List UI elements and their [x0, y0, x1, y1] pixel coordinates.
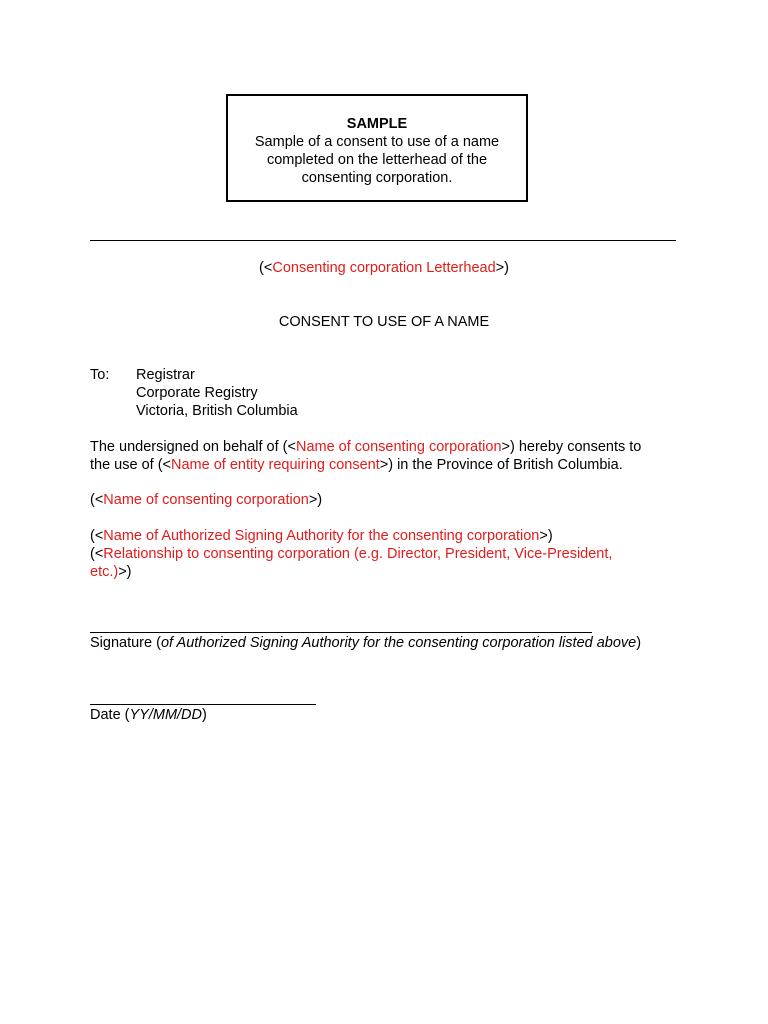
corporation-name-placeholder: Name of consenting corporation	[103, 492, 309, 508]
relationship-placeholder-cont: etc.)	[90, 564, 119, 580]
consent-statement-line-2	[90, 456, 623, 474]
bracket-open: (<	[90, 528, 104, 544]
date-line	[90, 704, 316, 705]
document-heading: CONSENT TO USE OF A NAME	[278, 314, 490, 330]
relationship-line-2	[90, 563, 132, 581]
bracket-open: (<	[90, 492, 104, 508]
bracket-close: >)	[539, 528, 553, 544]
bracket-open: (<	[90, 546, 104, 562]
sample-description-line-3: consenting corporation.	[301, 170, 453, 186]
signature-label: Signature (	[90, 635, 161, 651]
body-text: >) in the Province of British Columbia.	[379, 457, 623, 473]
body-text: >) hereby consents to	[501, 439, 642, 455]
date-caption	[90, 706, 207, 724]
bracket-close: )	[202, 707, 207, 723]
bracket-close: >)	[118, 564, 132, 580]
date-label: Date (	[90, 707, 130, 723]
signature-caption	[90, 634, 641, 652]
letterhead-divider	[90, 240, 676, 241]
bracket-close: >)	[308, 492, 323, 508]
signature-line	[90, 632, 592, 633]
signing-authority-placeholder: Name of Authorized Signing Authority for the consenting corporation	[103, 528, 540, 544]
entity-requiring-consent-placeholder: Name of entity requiring consent	[171, 457, 380, 473]
consenting-corporation-placeholder: Name of consenting corporation	[295, 439, 502, 455]
date-format: YY/MM/DD	[129, 707, 202, 723]
relationship-placeholder: Relationship to consenting corporation (e.g. Director, President, Vice-President,	[103, 546, 613, 562]
letterhead-placeholder	[0, 259, 768, 277]
sample-description-line-2: completed on the letterhead of the	[266, 152, 488, 168]
consent-statement-line-1	[90, 438, 641, 456]
corporation-name-line	[90, 491, 322, 509]
bracket-close: )	[636, 635, 642, 651]
sample-title: SAMPLE	[346, 116, 408, 132]
recipient-line-3: Victoria, British Columbia	[136, 403, 298, 419]
signing-authority-line	[90, 527, 553, 545]
body-text: the use of (<	[90, 457, 172, 473]
recipient-address	[136, 366, 298, 420]
relationship-line-1	[90, 545, 612, 563]
body-text: The undersigned on behalf of (<	[90, 439, 296, 455]
letterhead-placeholder-text: Consenting corporation Letterhead	[272, 260, 496, 276]
letterhead-close: >)	[495, 260, 509, 276]
recipient-line-1: Registrar	[136, 367, 195, 383]
to-label: To:	[90, 367, 110, 383]
signature-caption-italic: of Authorized Signing Authority for the consenting corporation listed above	[160, 635, 637, 651]
sample-description-line-1: Sample of a consent to use of a name	[254, 134, 500, 150]
sample-notice-box	[226, 94, 528, 202]
letterhead-open: (<	[259, 260, 273, 276]
recipient-line-2: Corporate Registry	[136, 385, 258, 401]
